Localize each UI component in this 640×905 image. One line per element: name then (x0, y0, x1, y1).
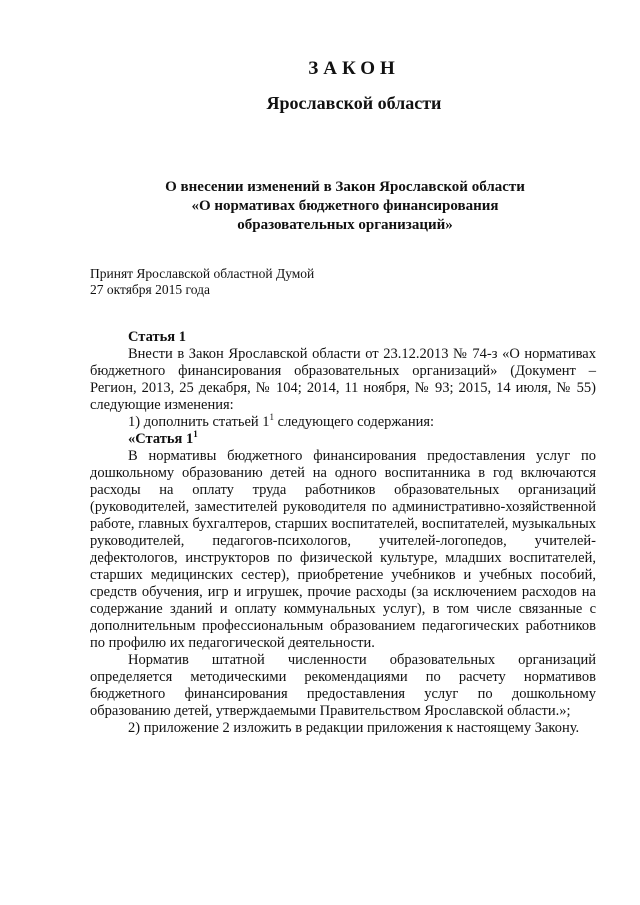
amendment-item-1 (90, 414, 596, 431)
new-article-heading (90, 431, 596, 448)
adoption-body: Принят Ярославской областной Думой (90, 266, 315, 281)
article-intro: Внести в Закон Ярославской области от 23.12.2013 № 74-з «О нормативах бюджетного финансирования образовательных организаций» (Документ – Регион, 2013, 25 декабря, № 104; 2014, 11 ноября, № 93; 2015, 14 июля, № 55) следующие изменения: (90, 346, 596, 413)
title-line-3: образовательных организаций» (237, 217, 453, 233)
law-heading: ЗАКОН (308, 58, 400, 79)
amendment-item-2: 2) приложение 2 изложить в редакции приложения к настоящему Закону. (128, 720, 580, 736)
title-line-1: О внесении изменений в Закон Ярославской области (165, 179, 525, 195)
amendment-item-1-text: 1) дополнить статьей 1 (128, 414, 270, 430)
adoption-note (90, 266, 314, 298)
new-article-heading-text: «Статья 1 (128, 431, 194, 447)
new-article-paragraph-1: В нормативы бюджетного финансирования предоставления услуг по дошкольному образованию детей на одного воспитанника в год включаются расходы на оплату труда работников образовательных организаций (руководителей, заместителей руководителя по административно-хозяйственной работе, главных бухгалтеров, старших воспитателей, воспитателей, музыкальных руководителей, педагогов-психологов, учителей-логопедов, учителей-дефектологов, инструкторов по физической культуре, младших воспитателей, старших медицинских сестер), приобретение учебников и учебных пособий, средств обучения, игр и игрушек, прочие расходы (за исключением расходов на содержание зданий и оплату коммунальных услуг), в том числе связанные с дополнительным профессиональным образованием педагогических работников по профилю их педагогической деятельности. (90, 448, 596, 651)
article-body (90, 329, 596, 737)
article-heading: Статья 1 (128, 329, 186, 345)
region-heading: Ярославской области (266, 93, 442, 113)
title-line-2: «О нормативах бюджетного финансирования (191, 198, 499, 214)
document-title (90, 178, 600, 235)
superscript: 1 (269, 412, 275, 423)
new-article-paragraph-2: Норматив штатной численности образовательных организаций определяется методическими рекомендациями по расчету нормативов бюджетного финансирования предоставления услуг по дошкольному образованию детей, утверждаемыми Правительством Ярославской области.»; (90, 652, 596, 719)
superscript: 1 (193, 429, 198, 440)
amendment-item-1-tail: следующего содержания: (274, 414, 435, 430)
adoption-date: 27 октября 2015 года (90, 282, 210, 297)
